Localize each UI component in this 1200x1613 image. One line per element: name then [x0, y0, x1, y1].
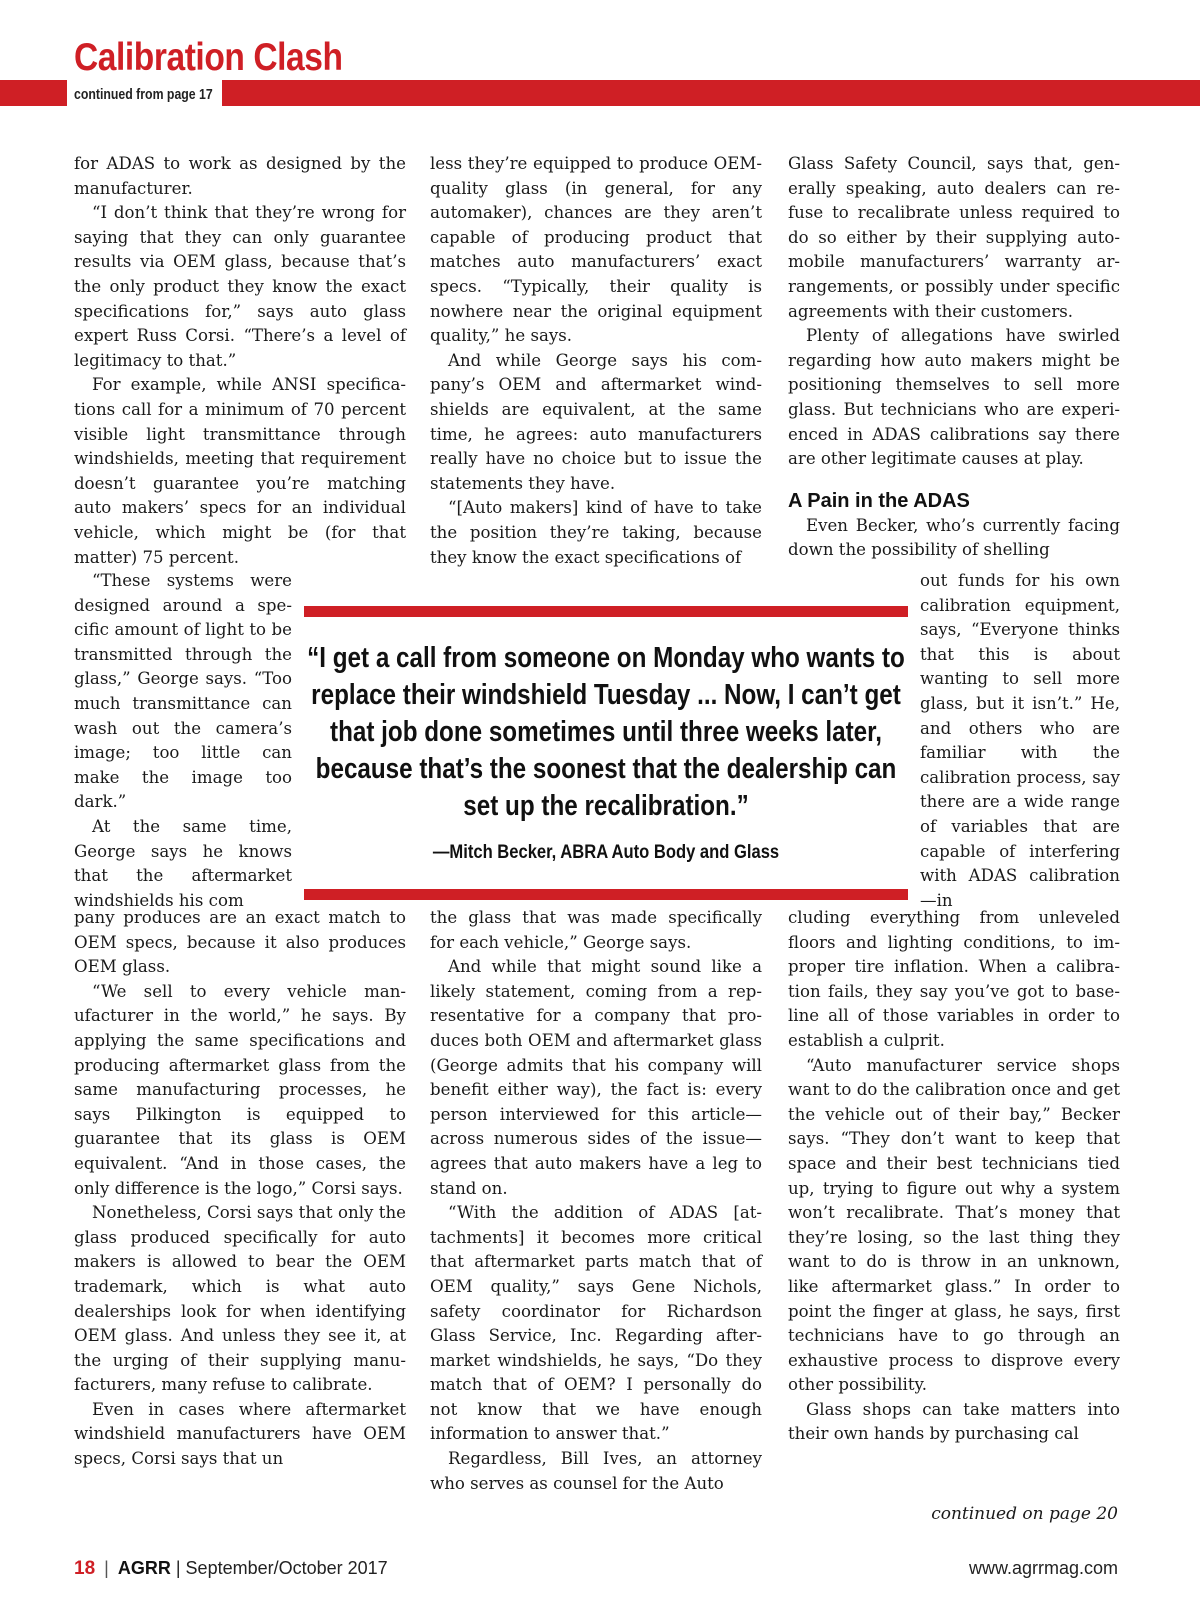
- page-number: 18: [74, 1558, 96, 1579]
- paragraph: “Auto manufacturer service shops want to do the calibration once and get the vehicle out of their bay,” Becker says. “They don’t want to keep that space and their best technicians tied up, trying to figure out why a system won’t recalibrate. That’s money that they’re losing, so the last thing they want to do is throw in an unknown, like aftermarket glass.” In order to point the finger at glass, he says, first technicians have to go through an exhaustive process to disprove every other possibility.: [788, 1055, 1120, 1395]
- footer-separator: |: [104, 1558, 109, 1578]
- website-link[interactable]: www.agrrmag.com: [968, 1558, 1118, 1578]
- paragraph: For example, while ANSI specifications call for a minimum of 70 percent visible light transmittance through windshields, meeting that requirement doesn’t guarantee you’re matching auto makers’ specs for an individual vehicle, which might be (for that matter) 75 percent.: [74, 375, 406, 567]
- paragraph: “These systems were designed around a specific amount of light to be transmitted through the glass,” George says. “Too much transmittance can wash out the camera’s image; too little can make the image too dark.”: [74, 571, 292, 812]
- pull-quote-attribution-text: —Mitch Becker, ABRA Auto Body and Glass: [432, 841, 780, 863]
- article-title: Calibration Clash: [74, 36, 343, 79]
- pull-quote-attribution: [304, 841, 908, 864]
- paragraph: out funds for his own calibration equipment, says, “Everyone thinks that this is about wanting to sell more glass, but it isn’t.” He, and others who are familiar with the calibration process, say there are a wide range of variables that are capable of interfering with ADAS calibration—in: [920, 571, 1120, 910]
- header-tab-accent: [0, 80, 67, 106]
- paragraph: Even Becker, who’s currently facing down the possibility of shelling: [788, 515, 1120, 560]
- paragraph: the glass that was made specifically for each vehicle,” George says.: [430, 908, 762, 952]
- column-3-top: [788, 152, 1120, 563]
- column-3-wrap: [920, 569, 1120, 913]
- footer-folio: [74, 1558, 388, 1580]
- column-1-bottom: [74, 906, 406, 1472]
- column-3-bottom: [788, 906, 1120, 1447]
- pull-quote-rule-bottom: [304, 889, 908, 900]
- paragraph: “I don’t think that they’re wrong for saying that they can only guarantee results via OEM glass, because that’s the only product they know the exact specifications for,” says auto glass expert Russ Corsi. “There’s a level of legitimacy to that.”: [74, 203, 406, 370]
- paragraph: And while that might sound like a likely statement, coming from a representative for a company that produces both OEM and aftermarket glass (George admits that his company will benefit either way), the fact is: every person interviewed for this article—across numerous sides of the issue—agrees that auto makers have a leg to stand on.: [430, 957, 762, 1198]
- section-subhead: A Pain in the ADAS: [788, 489, 970, 512]
- issue-date: | September/October 2017: [175, 1558, 388, 1578]
- paragraph: Even in cases where aftermarket windshield manufacturers have OEM specs, Corsi says that un: [74, 1399, 406, 1469]
- continued-from-label: continued from page 17: [74, 86, 213, 103]
- paragraph: Glass shops can take matters into their own hands by purchasing cal: [788, 1399, 1120, 1444]
- paragraph: “We sell to every vehicle manufacturer in the world,” he says. By applying the same specifications and producing aftermarket glass from the same manufacturing processes, he says Pilkington is equipped to guarantee that its glass is OEM equivalent. “And in those cases, the only difference is the logo,” Corsi says.: [74, 981, 406, 1198]
- column-2-bottom: [430, 906, 762, 1496]
- paragraph: pany produces are an exact match to OEM specs, because it also produces OEM glass.: [74, 908, 406, 977]
- paragraph: Nonetheless, Corsi says that only the glass produced specifically for auto makers is allowed to bear the OEM trademark, which is what auto dealerships look for when identifying OEM glass. And unless they see it, at the urging of their supplying manufacturers, many refuse to calibrate.: [74, 1203, 406, 1395]
- paragraph: And while George says his company’s OEM and aftermarket windshields are equivalent, at the same time, he agrees: auto manufacturers really have no choice but to issue the statements they have.: [430, 350, 762, 493]
- paragraph: cluding everything from unleveled floors and lighting conditions, to improper tire inflation. When a calibration fails, they say you’ve got to baseline all of those variables in order to establish a culprit.: [788, 908, 1120, 1050]
- column-1-wrap: [74, 569, 292, 913]
- paragraph: Plenty of allegations have swirled regarding how auto makers might be positioning themselves to sell more glass. But technicians who are experienced in ADAS calibrations say there are other legitimate causes at play.: [788, 326, 1120, 469]
- pull-quote-rule-top: [304, 606, 908, 617]
- paragraph: Regardless, Bill Ives, an attorney who serves as counsel for the Auto: [430, 1449, 762, 1493]
- column-1-top: [74, 152, 406, 570]
- pull-quote: [304, 640, 908, 825]
- paragraph: less they’re equipped to produce OEM-quality glass (in general, for any automaker), chances are they aren’t capable of producing product that matches auto manufacturers’ exact specs. “Typically, their quality is nowhere near the original equipment quality,” he says.: [430, 154, 762, 346]
- paragraph: for ADAS to work as designed by the manufacturer.: [74, 154, 406, 198]
- paragraph: “With the addition of ADAS [attachments] it becomes more critical that aftermarket parts match that of OEM quality,” says Gene Nichols, safety coordinator for Richardson Glass Service, Inc. Regarding aftermarket windshields, he says, “Do they match that of OEM? I personally do not know that we have enough information to answer that.”: [430, 1203, 762, 1444]
- pull-quote-text: “I get a call from someone on Monday who wants to replace their windshield Tuesday ... Now, I can’t get that job done sometimes until three weeks later, because that’s the soonest that the dealership can set up the recalibration.”: [307, 642, 905, 822]
- magazine-name: AGRR: [117, 1558, 171, 1578]
- column-2-top: [430, 152, 762, 570]
- paragraph: Glass Safety Council, says that, generally speaking, auto dealers can refuse to recalibrate unless required to do so either by their supplying automobile manufacturers’ warranty arrangements, or possibly under specific agreements with their customers.: [788, 154, 1120, 321]
- paragraph: “[Auto makers] kind of have to take the position they’re taking, because they know the exact specifications of: [430, 498, 762, 567]
- paragraph: At the same time, George says he knows that the aftermarket windshields his com: [74, 816, 292, 910]
- continued-on-label: continued on page 20: [931, 1504, 1118, 1524]
